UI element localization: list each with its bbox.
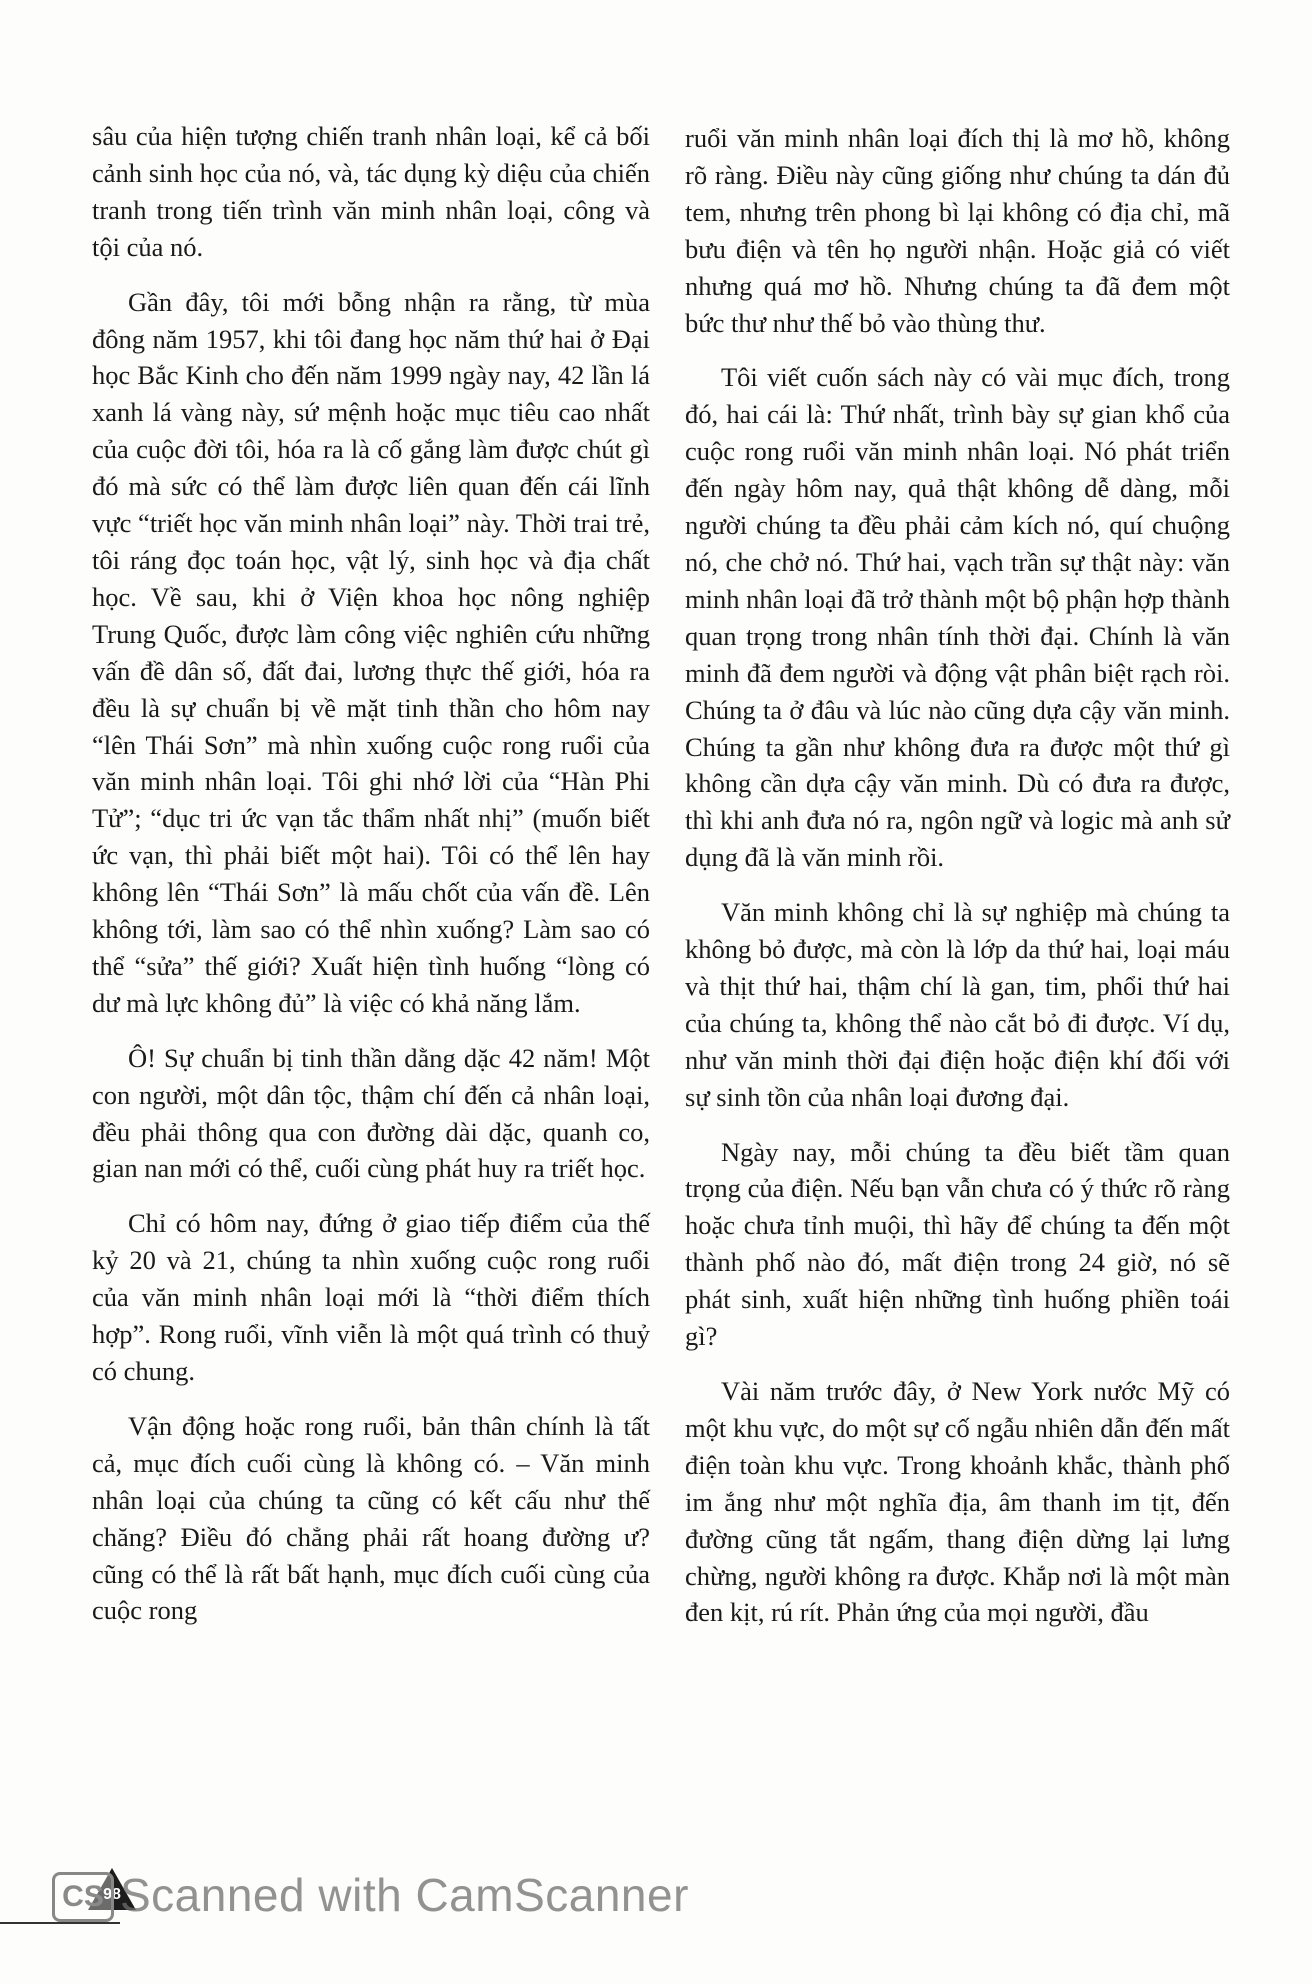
right-paragraph-4: Ngày nay, mỗi chúng ta đều biết tầm quan trọng của điện. Nếu bạn vẫn chưa có ý thức rõ ràng hoặc chưa tỉnh muội, thì hãy để chúng ta đến một thành phố nào đó, mất điện trong 24 giờ, nó sẽ phát sinh, xuất hiện những tình huống phiền toái gì? xyxy=(685,1136,1230,1352)
right-paragraph-3: Văn minh không chỉ là sự nghiệp mà chúng ta không bỏ được, mà còn là lớp da thứ hai, loại máu và thịt thứ hai, thậm chí là gan, tim, phổi thứ hai của chúng ta, không thể nào cắt bỏ đi được. Ví dụ, như văn minh thời đại điện hoặc điện khí đối với sự sinh tồn của nhân loại đương đại. xyxy=(685,897,1230,1112)
left-paragraph-2: Gần đây, tôi mới bỗng nhận ra rằng, từ mùa đông năm 1957, khi tôi đang học năm thứ hai ở Đại học Bắc Kinh cho đến năm 1999 ngày nay, 42 lần lá xanh lá vàng này, sứ mệnh hoặc mục tiêu cao nhất của cuộc đời tôi, hóa ra là cố gắng làm được chút gì đó mà sức có thể làm được liên quan đến cái lĩnh vực “triết học văn minh nhân loại” này. Thời trai trẻ, tôi ráng đọc toán học, vật lý, sinh học và địa chất học. Về sau, khi ở Viện khoa học nông nghiệp Trung Quốc, được làm công việc nghiên cứu những vấn đề dân số, đất đai, lương thực thế giới, hóa ra đều là sự chuẩn bị về mặt tinh thần cho hôm nay “lên Thái Sơn” mà nhìn xuống cuộc rong ruổi của văn minh nhân loại. Tôi ghi nhớ lời của “Hàn Phi Tử”; “dục tri ức vạn tắc thẩm nhất nhị” (muốn biết ức vạn, thì phải biết một hai). Tôi có thể lên hay không lên “Thái Sơn” là mấu chốt của vấn đề. Lên không tới, làm sao có thể nhìn xuống? Làm sao có thể “sửa” thế giới? Xuất hiện tình huống “lòng có dư mà lực không đủ” là việc có khả năng lắm. xyxy=(92,286,650,1018)
left-paragraph-4: Chỉ có hôm nay, đứng ở giao tiếp điểm của thế kỷ 20 và 21, chúng ta nhìn xuống cuộc rong ruổi của văn minh nhân loại mới là “thời điểm thích hợp”. Rong ruổi, vĩnh viễn là một quá trình có thuỷ có chung. xyxy=(92,1208,650,1386)
left-column xyxy=(92,118,650,1647)
left-paragraph-1: sâu của hiện tượng chiến tranh nhân loại, kể cả bối cảnh sinh học của nó, và, tác dụng kỳ diệu của chiến tranh trong tiến trình văn minh nhân loại, công và tội của nó. xyxy=(92,121,650,262)
left-paragraph-5: Vận động hoặc rong ruổi, bản thân chính là tất cả, mục đích cuối cùng là không có. – Văn minh nhân loại của chúng ta cũng có kết cấu như thế chăng? Điều đó chẳng phải rất hoang đường ư? cũng có thể là rất bất hạnh, mục đích cuối cùng của cuộc rong xyxy=(92,1410,650,1626)
right-paragraph-2: Tôi viết cuốn sách này có vài mục đích, trong đó, hai cái là: Thứ nhất, trình bày sự gian khổ của cuộc rong ruổi văn minh nhân loại. Nó phát triển đến ngày hôm nay, quả thật không dễ dàng, mỗi người chúng ta đều phải cảm kích nó, quí chuộng nó, che chở nó. Thứ hai, vạch trần sự thật này: văn minh nhân loại đã trở thành một bộ phận hợp thành quan trọng trong nhân tính thời đại. Chính là văn minh đã đem người và động vật phân biệt rạch ròi. Chúng ta ở đâu và lúc nào cũng dựa cậy văn minh. Chúng ta gần như không đưa ra được một thứ gì không cần dựa cậy văn minh. Dù có đưa ra được, thì khi anh đưa nó ra, ngôn ngữ và logic mà anh sử dụng đã là văn minh rồi. xyxy=(685,362,1230,873)
footer-rule xyxy=(0,1922,120,1924)
right-paragraph-5: Vài năm trước đây, ở New York nước Mỹ có một khu vực, do một sự cố ngẫu nhiên dẫn đến mất điện toàn khu vực. Trong khoảnh khắc, thành phố im ắng như một nghĩa địa, âm thanh im tịt, đến đường cũng tắt ngấm, thang điện dừng lại lưng chừng, người không ra được. Khắp nơi là một màn đen kịt, rú rít. Phản ứng của mọi người, đầu xyxy=(685,1376,1230,1628)
right-column xyxy=(685,120,1230,1649)
left-paragraph-3: Ô! Sự chuẩn bị tinh thần dằng dặc 42 năm! Một con người, một dân tộc, thậm chí đến cả nhân loại, đều phải thông qua con đường dài dặc, quanh co, gian nan mới có thể, cuối cùng phát huy ra triết học. xyxy=(92,1042,650,1184)
scanner-watermark: Scanned with CamScanner xyxy=(120,1869,689,1921)
camscanner-logo: CS xyxy=(52,1872,114,1922)
right-paragraph-1: ruổi văn minh nhân loại đích thị là mơ hồ, không rõ ràng. Điều này cũng giống như chúng ta dán đủ tem, nhưng trên phong bì lại không có địa chỉ, mã bưu điện và tên họ người nhận. Hoặc giả có viết nhưng quá mơ hồ. Nhưng chúng ta đã đem một bức thư như thế bỏ vào thùng thư. xyxy=(685,123,1230,338)
page-number: 98 xyxy=(103,1886,121,1903)
